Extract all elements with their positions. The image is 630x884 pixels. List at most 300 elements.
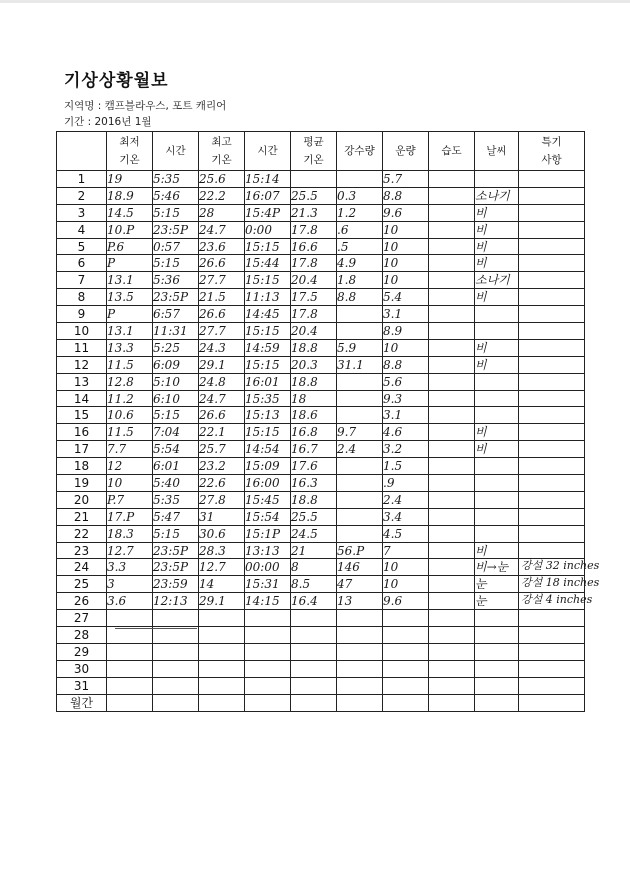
remarks-cell xyxy=(519,373,585,390)
day-cell: 24 xyxy=(57,559,107,576)
day-cell: 9 xyxy=(57,306,107,323)
cloud-cell: 5.4 xyxy=(383,289,429,306)
cloud-cell: .9 xyxy=(383,475,429,492)
weather-cell: 비 xyxy=(475,424,519,441)
monthly-cell xyxy=(475,694,519,711)
strike-mark xyxy=(115,628,197,629)
cloud-header xyxy=(383,132,429,171)
header-row xyxy=(57,132,585,171)
cloud-cell: 10 xyxy=(383,272,429,289)
day-cell: 6 xyxy=(57,255,107,272)
weather-cell: 소나기 xyxy=(475,187,519,204)
min-time-cell: 23:5P xyxy=(153,542,199,559)
humidity-cell xyxy=(429,373,475,390)
min-time-cell: 5:15 xyxy=(153,407,199,424)
table-row xyxy=(57,339,585,356)
min-cell: 11.5 xyxy=(107,424,153,441)
weather-cell: 비 xyxy=(475,238,519,255)
weather-cell xyxy=(475,171,519,188)
max-time-cell: 15:4P xyxy=(245,204,291,221)
cloud-cell xyxy=(383,660,429,677)
precip-cell: 9.7 xyxy=(337,424,383,441)
humidity-cell xyxy=(429,339,475,356)
day-cell: 10 xyxy=(57,323,107,340)
precip-cell: 1.2 xyxy=(337,204,383,221)
header-text: 기온 xyxy=(119,154,140,166)
humidity-cell xyxy=(429,238,475,255)
remarks-cell xyxy=(519,542,585,559)
humidity-cell xyxy=(429,272,475,289)
remarks-text: 강설 4 inches xyxy=(521,593,593,607)
remarks-cell xyxy=(519,238,585,255)
min-time-cell: 5:15 xyxy=(153,525,199,542)
precip-cell xyxy=(337,458,383,475)
table-row xyxy=(57,576,585,593)
weather-cell xyxy=(475,508,519,525)
humidity-cell xyxy=(429,407,475,424)
remarks-cell xyxy=(519,525,585,542)
remarks-cell xyxy=(519,424,585,441)
precip-cell xyxy=(337,475,383,492)
period-label: 기간 : 2016년 1월 xyxy=(64,116,152,128)
max-time-cell xyxy=(245,660,291,677)
avg-cell: 20.3 xyxy=(291,356,337,373)
remarks-cell xyxy=(519,627,585,644)
header-text: 사항 xyxy=(541,154,562,166)
monthly-cell xyxy=(337,694,383,711)
table-row xyxy=(57,610,585,627)
min-time-cell: 5:25 xyxy=(153,339,199,356)
humidity-cell xyxy=(429,677,475,694)
max-cell: 26.6 xyxy=(199,255,245,272)
cloud-cell: 10 xyxy=(383,576,429,593)
day-cell: 18 xyxy=(57,458,107,475)
weather-cell: 비 xyxy=(475,339,519,356)
weather-cell xyxy=(475,373,519,390)
precip-cell xyxy=(337,610,383,627)
cloud-cell xyxy=(383,610,429,627)
day-cell: 31 xyxy=(57,677,107,694)
max-time-cell: 16:07 xyxy=(245,187,291,204)
humidity-cell xyxy=(429,525,475,542)
min-time-cell: 5:47 xyxy=(153,508,199,525)
min-time-cell: 23:5P xyxy=(153,559,199,576)
precip-cell xyxy=(337,677,383,694)
min-time-cell: 5:35 xyxy=(153,491,199,508)
min-time-cell xyxy=(153,677,199,694)
precip-cell xyxy=(337,306,383,323)
humidity-cell xyxy=(429,171,475,188)
table-row xyxy=(57,272,585,289)
min-cell xyxy=(107,660,153,677)
min-cell: 17.P xyxy=(107,508,153,525)
precip-cell: 5.9 xyxy=(337,339,383,356)
weather-cell: 비 xyxy=(475,221,519,238)
max-time-cell xyxy=(245,677,291,694)
remarks-cell xyxy=(519,356,585,373)
min-cell: 19 xyxy=(107,171,153,188)
max-time-cell: 15:1P xyxy=(245,525,291,542)
max-cell: 25.7 xyxy=(199,441,245,458)
max-cell: 27.7 xyxy=(199,323,245,340)
table-row xyxy=(57,660,585,677)
avg-cell: 25.5 xyxy=(291,187,337,204)
remarks-cell xyxy=(519,339,585,356)
min-time-cell: 6:57 xyxy=(153,306,199,323)
remarks-cell xyxy=(519,441,585,458)
monthly-cell xyxy=(383,694,429,711)
table-row xyxy=(57,187,585,204)
humidity-cell xyxy=(429,356,475,373)
max-time-cell: 15:15 xyxy=(245,323,291,340)
max-time-cell: 11:13 xyxy=(245,289,291,306)
precip-cell: .6 xyxy=(337,221,383,238)
humidity-cell xyxy=(429,204,475,221)
min-cell xyxy=(107,677,153,694)
min-time-cell: 5:54 xyxy=(153,441,199,458)
day-cell: 17 xyxy=(57,441,107,458)
remarks-cell xyxy=(519,576,600,593)
min-temp-header xyxy=(107,132,153,171)
table-row xyxy=(57,458,585,475)
min-time-cell: 6:10 xyxy=(153,390,199,407)
weather-cell: 비 xyxy=(475,356,519,373)
day-cell: 20 xyxy=(57,491,107,508)
cloud-cell: 9.3 xyxy=(383,390,429,407)
table-row xyxy=(57,171,585,188)
remarks-text: 강설 18 inches xyxy=(521,576,600,590)
max-cell xyxy=(199,643,245,660)
weather-table xyxy=(56,131,600,712)
max-time-cell: 15:54 xyxy=(245,508,291,525)
day-cell: 15 xyxy=(57,407,107,424)
table-row xyxy=(57,221,585,238)
min-cell: 13.3 xyxy=(107,339,153,356)
humidity-cell xyxy=(429,475,475,492)
cloud-cell: 9.6 xyxy=(383,204,429,221)
remarks-cell xyxy=(519,610,585,627)
max-time-cell: 15:31 xyxy=(245,576,291,593)
precip-cell: 8.8 xyxy=(337,289,383,306)
min-time-cell: 11:31 xyxy=(153,323,199,340)
avg-cell xyxy=(291,677,337,694)
day-cell: 25 xyxy=(57,576,107,593)
cloud-cell: 10 xyxy=(383,238,429,255)
humidity-cell xyxy=(429,643,475,660)
avg-cell: 18.8 xyxy=(291,491,337,508)
max-time-cell xyxy=(245,643,291,660)
min-time-cell: 5:36 xyxy=(153,272,199,289)
table-row xyxy=(57,559,585,576)
header-text: 최저 xyxy=(119,136,140,148)
max-cell: 24.8 xyxy=(199,373,245,390)
table-row xyxy=(57,593,585,610)
min-time-cell: 5:15 xyxy=(153,255,199,272)
precip-cell: 1.8 xyxy=(337,272,383,289)
avg-cell: 16.3 xyxy=(291,475,337,492)
min-cell: 13.5 xyxy=(107,289,153,306)
min-time-cell: 5:35 xyxy=(153,171,199,188)
humidity-cell xyxy=(429,390,475,407)
weather-cell: 비→눈 xyxy=(475,559,519,576)
weather-cell xyxy=(475,407,519,424)
day-cell: 3 xyxy=(57,204,107,221)
max-cell: 28 xyxy=(199,204,245,221)
avg-cell xyxy=(291,643,337,660)
cloud-cell: 8.9 xyxy=(383,323,429,340)
min-cell: 3.6 xyxy=(107,593,153,610)
min-cell: 13.1 xyxy=(107,272,153,289)
min-cell: P xyxy=(107,255,153,272)
table-row xyxy=(57,424,585,441)
precip-cell xyxy=(337,508,383,525)
humidity-cell xyxy=(429,306,475,323)
humidity-cell xyxy=(429,610,475,627)
avg-cell: 8.5 xyxy=(291,576,337,593)
cloud-cell xyxy=(383,627,429,644)
remarks-cell xyxy=(519,508,585,525)
day-cell: 30 xyxy=(57,660,107,677)
min-cell: 11.5 xyxy=(107,356,153,373)
max-cell: 29.1 xyxy=(199,356,245,373)
table-row xyxy=(57,204,585,221)
region-label: 지역명 : 캠프블라우스, 포트 캐리어 xyxy=(64,100,227,112)
min-time-cell: 12:13 xyxy=(153,593,199,610)
day-cell: 7 xyxy=(57,272,107,289)
cloud-cell: 9.6 xyxy=(383,593,429,610)
weather-cell xyxy=(475,643,519,660)
precip-cell: 56.P xyxy=(337,542,383,559)
max-time-cell: 15:13 xyxy=(245,407,291,424)
min-cell: 12 xyxy=(107,458,153,475)
table-row xyxy=(57,627,585,644)
precip-cell xyxy=(337,643,383,660)
cloud-cell: 10 xyxy=(383,559,429,576)
avg-cell: 18.8 xyxy=(291,339,337,356)
min-time-cell xyxy=(153,660,199,677)
weather-cell xyxy=(475,323,519,340)
max-time-cell: 16:00 xyxy=(245,475,291,492)
monthly-cell xyxy=(199,694,245,711)
weather-cell xyxy=(475,627,519,644)
remarks-cell xyxy=(519,306,585,323)
table-row xyxy=(57,441,585,458)
min-time-cell: 23:5P xyxy=(153,221,199,238)
max-time-cell: 14:15 xyxy=(245,593,291,610)
humidity-cell xyxy=(429,660,475,677)
weather-cell xyxy=(475,306,519,323)
remarks-cell xyxy=(519,677,585,694)
cloud-cell: 2.4 xyxy=(383,491,429,508)
avg-cell: 21 xyxy=(291,542,337,559)
monthly-cell xyxy=(291,694,337,711)
cloud-cell: 3.1 xyxy=(383,306,429,323)
precip-cell: .5 xyxy=(337,238,383,255)
min-time-cell: 5:46 xyxy=(153,187,199,204)
min-cell: 12.7 xyxy=(107,542,153,559)
day-cell: 1 xyxy=(57,171,107,188)
min-time-cell: 5:15 xyxy=(153,204,199,221)
day-cell: 27 xyxy=(57,610,107,627)
weather-cell: 눈 xyxy=(475,593,519,610)
precip-cell xyxy=(337,373,383,390)
max-cell: 22.6 xyxy=(199,475,245,492)
weather-cell xyxy=(475,491,519,508)
max-cell: 22.2 xyxy=(199,187,245,204)
min-time-header xyxy=(153,132,199,171)
table-row xyxy=(57,306,585,323)
day-cell: 22 xyxy=(57,525,107,542)
max-time-cell: 00:00 xyxy=(245,559,291,576)
precip-cell: 4.9 xyxy=(337,255,383,272)
max-cell xyxy=(199,677,245,694)
max-cell: 26.6 xyxy=(199,306,245,323)
max-cell: 29.1 xyxy=(199,593,245,610)
max-time-cell: 15:15 xyxy=(245,424,291,441)
precip-cell: 31.1 xyxy=(337,356,383,373)
avg-cell: 18.8 xyxy=(291,373,337,390)
precip-cell: 47 xyxy=(337,576,383,593)
min-cell xyxy=(107,643,153,660)
max-cell: 24.7 xyxy=(199,221,245,238)
remarks-cell xyxy=(519,255,585,272)
avg-cell: 24.5 xyxy=(291,525,337,542)
humidity-cell xyxy=(429,559,475,576)
max-time-cell: 15:44 xyxy=(245,255,291,272)
day-cell: 5 xyxy=(57,238,107,255)
precip-cell xyxy=(337,390,383,407)
min-cell: 3 xyxy=(107,576,153,593)
min-time-cell: 5:10 xyxy=(153,373,199,390)
scan-top-edge xyxy=(0,0,630,3)
max-time-cell: 0:00 xyxy=(245,221,291,238)
min-cell: 12.8 xyxy=(107,373,153,390)
avg-cell: 16.4 xyxy=(291,593,337,610)
remarks-cell xyxy=(519,323,585,340)
weather-cell xyxy=(475,390,519,407)
max-temp-header xyxy=(199,132,245,171)
max-time-cell: 14:45 xyxy=(245,306,291,323)
remarks-cell xyxy=(519,407,585,424)
avg-cell xyxy=(291,660,337,677)
precip-cell xyxy=(337,491,383,508)
precip-cell: 146 xyxy=(337,559,383,576)
max-cell: 30.6 xyxy=(199,525,245,542)
avg-cell: 18 xyxy=(291,390,337,407)
table-row xyxy=(57,643,585,660)
cloud-cell: 5.6 xyxy=(383,373,429,390)
avg-cell: 16.8 xyxy=(291,424,337,441)
max-cell: 12.7 xyxy=(199,559,245,576)
min-time-cell: 7:04 xyxy=(153,424,199,441)
cloud-cell xyxy=(383,643,429,660)
table-row xyxy=(57,525,585,542)
min-cell: 11.2 xyxy=(107,390,153,407)
cloud-cell: 5.7 xyxy=(383,171,429,188)
page-title: 기상상황월보 xyxy=(64,71,169,91)
humidity-cell xyxy=(429,289,475,306)
header-text: 기온 xyxy=(211,154,232,166)
min-cell: P.7 xyxy=(107,491,153,508)
max-time-cell: 15:35 xyxy=(245,390,291,407)
day-cell: 26 xyxy=(57,593,107,610)
precip-cell xyxy=(337,627,383,644)
remarks-cell xyxy=(519,559,600,576)
table-row xyxy=(57,289,585,306)
remarks-cell xyxy=(519,289,585,306)
max-time-cell: 13:13 xyxy=(245,542,291,559)
max-cell: 24.3 xyxy=(199,339,245,356)
cloud-cell: 4.5 xyxy=(383,525,429,542)
min-cell: 14.5 xyxy=(107,204,153,221)
min-time-cell: 0:57 xyxy=(153,238,199,255)
max-cell xyxy=(199,610,245,627)
humidity-cell xyxy=(429,508,475,525)
humidity-cell xyxy=(429,323,475,340)
humidity-cell xyxy=(429,593,475,610)
humidity-cell xyxy=(429,627,475,644)
max-cell: 23.6 xyxy=(199,238,245,255)
day-cell: 11 xyxy=(57,339,107,356)
header-text: 운량 xyxy=(395,145,416,157)
min-cell: 18.3 xyxy=(107,525,153,542)
max-cell: 23.2 xyxy=(199,458,245,475)
avg-cell: 25.5 xyxy=(291,508,337,525)
humidity-header xyxy=(429,132,475,171)
day-cell: 8 xyxy=(57,289,107,306)
weather-cell: 비 xyxy=(475,441,519,458)
avg-cell: 17.8 xyxy=(291,255,337,272)
weather-cell xyxy=(475,525,519,542)
header-text: 기온 xyxy=(303,154,324,166)
max-time-cell: 15:45 xyxy=(245,491,291,508)
weather-cell: 비 xyxy=(475,204,519,221)
remarks-cell xyxy=(519,593,593,610)
precip-cell xyxy=(337,323,383,340)
max-time-cell xyxy=(245,627,291,644)
cloud-cell: 10 xyxy=(383,255,429,272)
min-time-cell xyxy=(153,643,199,660)
humidity-cell xyxy=(429,441,475,458)
min-cell: 18.9 xyxy=(107,187,153,204)
table-row xyxy=(57,238,585,255)
monthly-label: 월간 xyxy=(57,694,107,711)
avg-temp-header xyxy=(291,132,337,171)
min-time-cell: 5:40 xyxy=(153,475,199,492)
avg-cell: 17.6 xyxy=(291,458,337,475)
remarks-cell xyxy=(519,187,585,204)
table-row xyxy=(57,356,585,373)
max-time-cell: 16:01 xyxy=(245,373,291,390)
monthly-cell xyxy=(429,694,475,711)
remarks-cell xyxy=(519,475,585,492)
day-header xyxy=(57,132,107,171)
remarks-header xyxy=(519,132,585,171)
weather-cell: 비 xyxy=(475,255,519,272)
header-text: 습도 xyxy=(441,145,462,157)
monthly-cell xyxy=(519,694,585,711)
max-cell: 14 xyxy=(199,576,245,593)
day-cell: 14 xyxy=(57,390,107,407)
header-text: 평균 xyxy=(303,136,324,148)
min-cell: 7.7 xyxy=(107,441,153,458)
table-row xyxy=(57,475,585,492)
weather-header xyxy=(475,132,519,171)
monthly-cell xyxy=(153,694,199,711)
day-cell: 28 xyxy=(57,627,107,644)
precip-cell xyxy=(337,660,383,677)
avg-cell: 16.7 xyxy=(291,441,337,458)
